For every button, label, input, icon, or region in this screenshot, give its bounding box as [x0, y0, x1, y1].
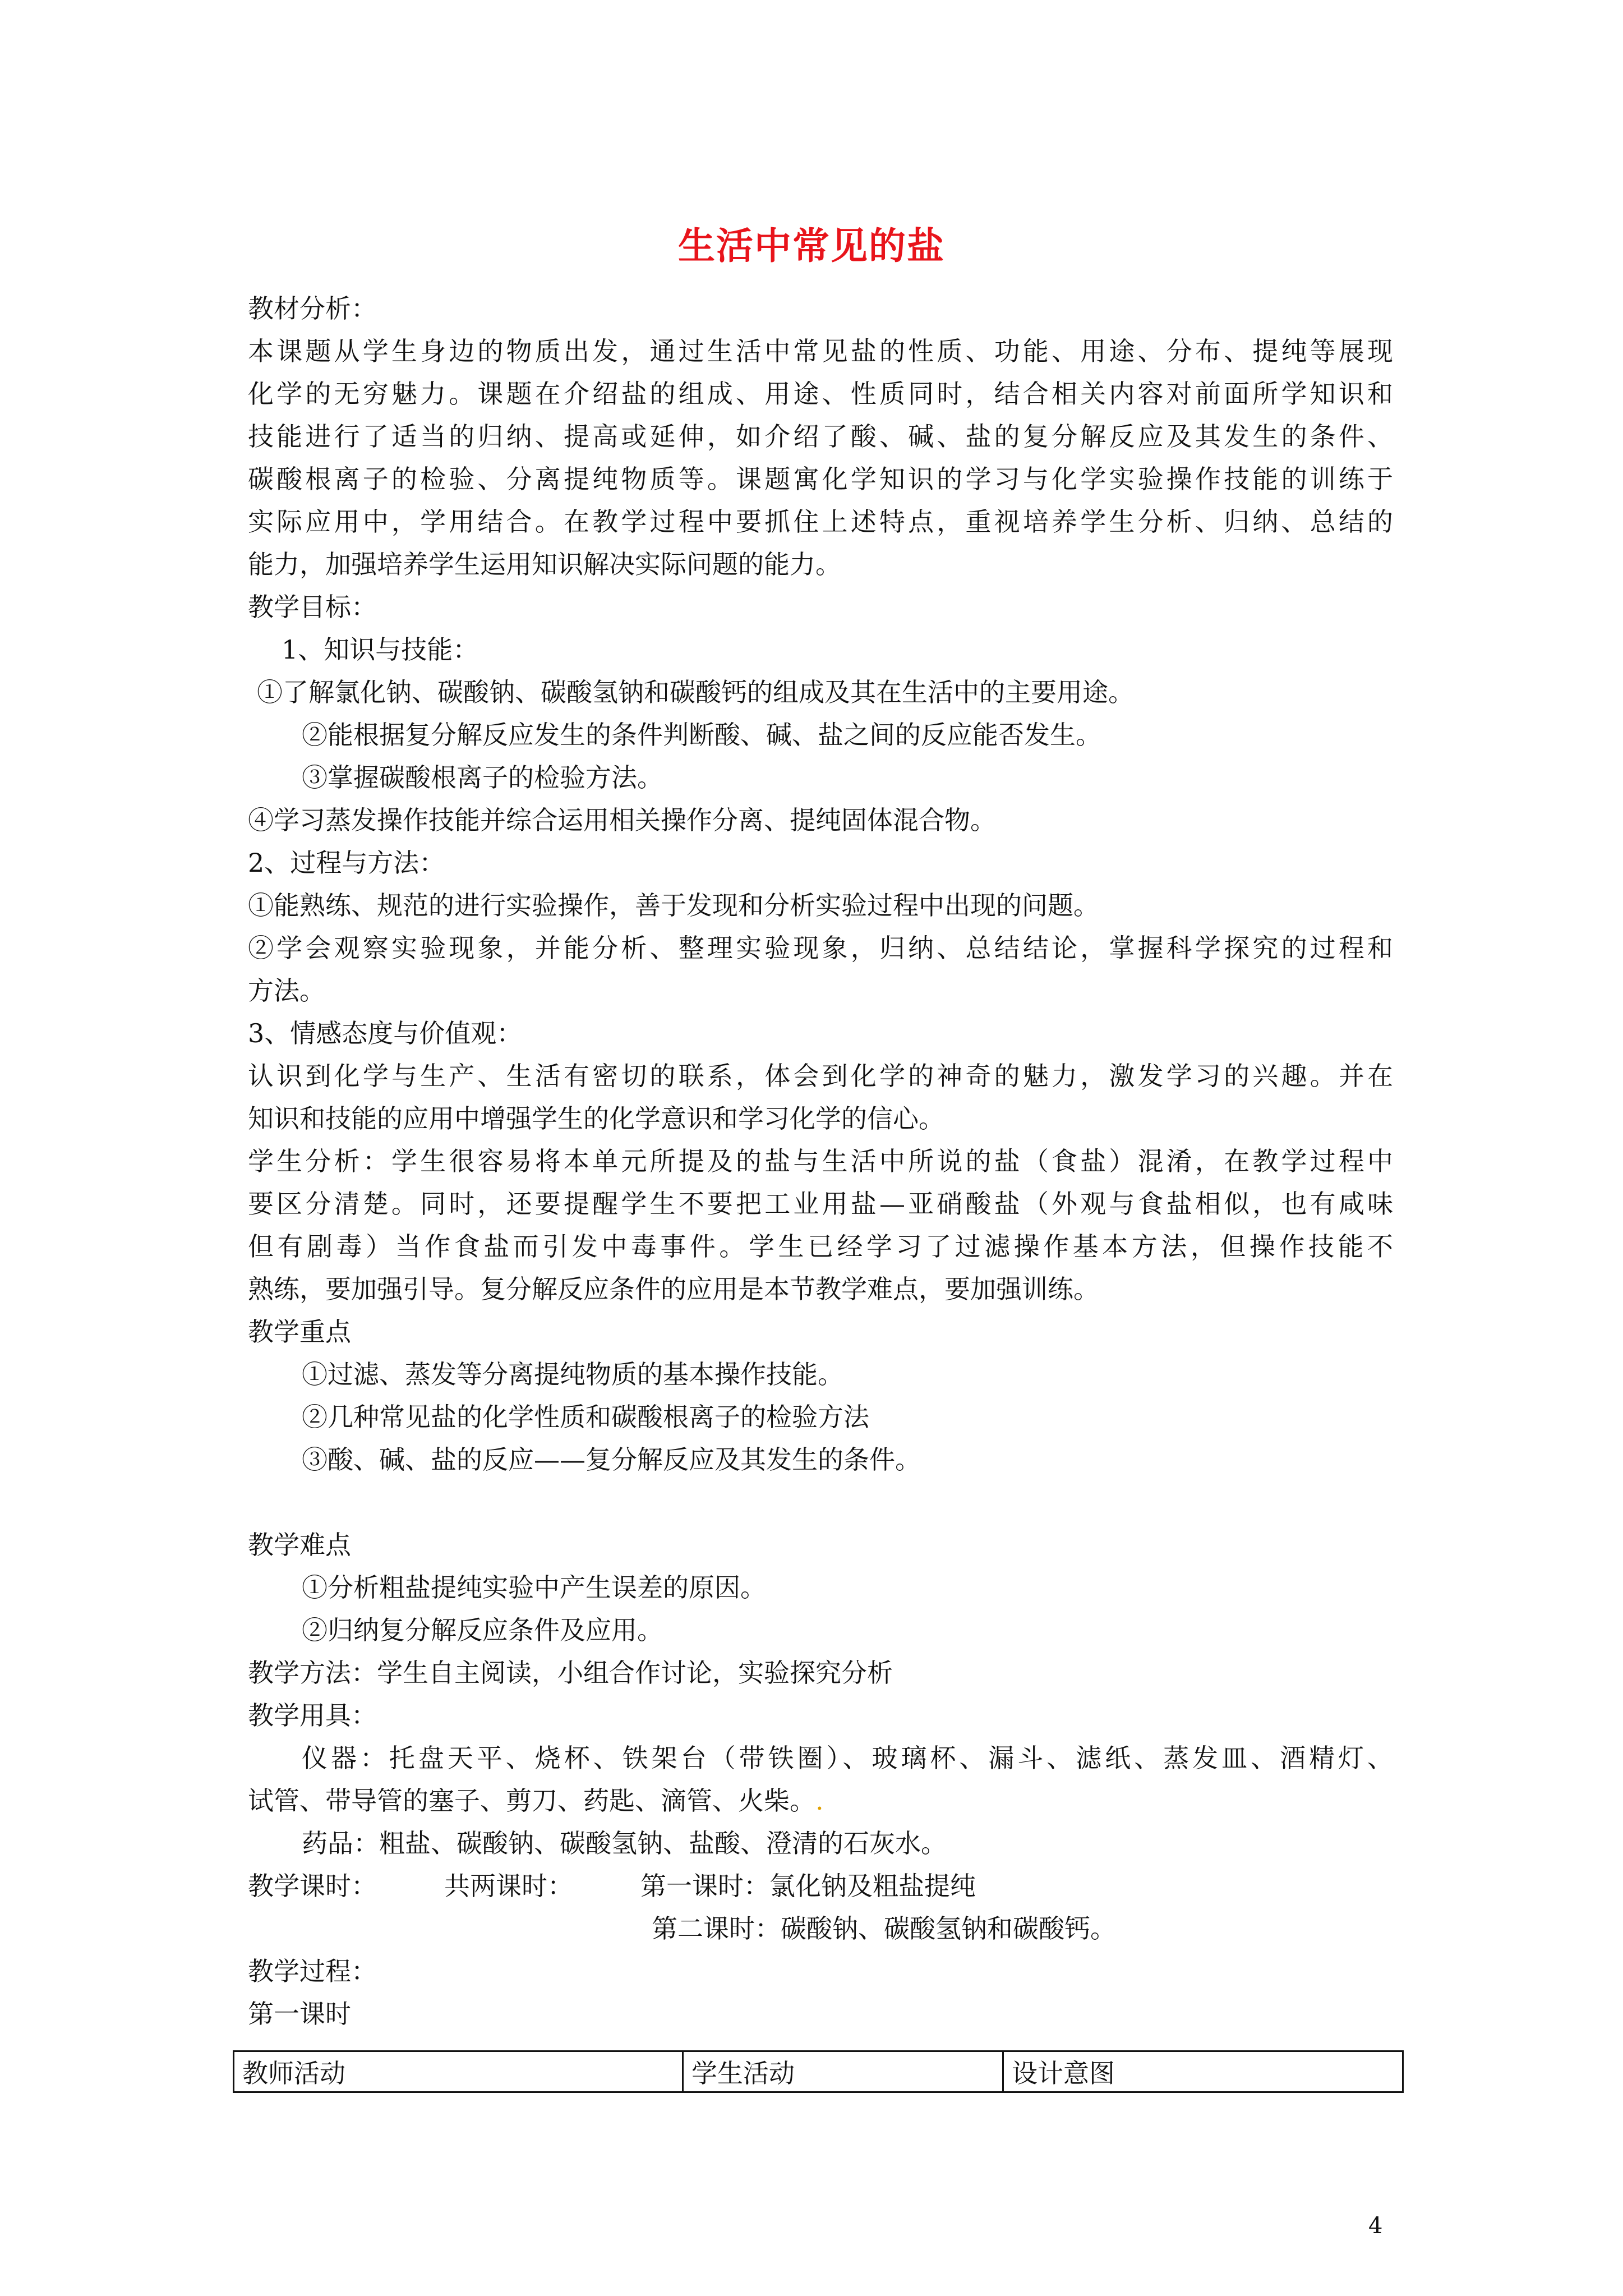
list-item: 方法。: [248, 976, 325, 1006]
paragraph-line: 碳酸根离子的检验、分离提纯物质等。课题寓化学知识的学习与化学实验操作技能的训练于: [248, 464, 1393, 494]
instruments-continued: 试管、带导管的塞子、剪刀、药匙、滴管、火柴。: [248, 1786, 815, 1816]
activity-table: [233, 2050, 1404, 2093]
table-header-cell: 教师活动: [234, 2051, 683, 2092]
page-number: 4: [1368, 2213, 1383, 2239]
paragraph-line: 化学的无穷魅力。课题在介绍盐的组成、用途、性质同时，结合相关内容对前面所学知识和: [248, 379, 1393, 409]
subheading-process-methods: 2、过程与方法：: [248, 848, 445, 878]
teaching-methods: 教学方法：学生自主阅读，小组合作讨论，实验探究分析: [248, 1658, 893, 1688]
table-header-row: [234, 2051, 1403, 2092]
schedule-second: 第二课时：碳酸钠、碳酸氢钠和碳酸钙。: [652, 1913, 1116, 1944]
table-header-cell: 设计意图: [1003, 2051, 1403, 2092]
heading-teaching-tools: 教学用具：: [248, 1700, 377, 1731]
document-body: [248, 287, 1393, 2035]
paragraph-line: 熟练，要加强引导。复分解反应条件的应用是本节教学难点，要加强训练。: [248, 1274, 1099, 1304]
paragraph-line: 能力，加强培养学生运用知识解决实际问题的能力。: [248, 549, 841, 579]
dot-mark: .: [815, 1786, 824, 1816]
heading-teaching-goals: 教学目标：: [248, 592, 377, 622]
paragraph-line: 学生分析：学生很容易将本单元所提及的盐与生活中所说的盐（食盐）混淆，在教学过程中: [248, 1146, 1393, 1176]
paragraph-line: 实际应用中，学用结合。在教学过程中要抓住上述特点，重视培养学生分析、归纳、总结的: [248, 507, 1393, 537]
list-item: ③酸、碱、盐的反应——复分解反应及其发生的条件。: [302, 1444, 921, 1475]
schedule-line: [248, 1865, 1393, 1907]
instruments-line: 仪器：托盘天平、烧杯、铁架台（带铁圈）、玻璃杯、漏斗、滤纸、蒸发皿、酒精灯、: [302, 1743, 1393, 1773]
list-item: ④学习蒸发操作技能并综合运用相关操作分离、提纯固体混合物。: [248, 805, 996, 835]
subheading-knowledge-skills: 1、知识与技能：: [282, 634, 479, 665]
schedule-first: 第一课时：氯化钠及粗盐提纯: [640, 1871, 976, 1901]
heading-process: 教学过程：: [248, 1956, 377, 1986]
paragraph-line: 技能进行了适当的归纳、提高或延伸，如介绍了酸、碱、盐的复分解反应及其发生的条件、: [248, 421, 1393, 452]
page-title: 生活中常见的盐: [678, 224, 945, 268]
schedule-label: 教学课时：: [248, 1871, 377, 1901]
paragraph-line: 认识到化学与生产、生活有密切的联系，体会到化学的神奇的魅力，激发学习的兴趣。并在: [248, 1061, 1393, 1091]
list-item: ①了解氯化钠、碳酸钠、碳酸氢钠和碳酸钙的组成及其在生活中的主要用途。: [257, 677, 1134, 707]
list-item: ③掌握碳酸根离子的检验方法。: [302, 762, 663, 793]
paragraph-line: 本课题从学生身边的物质出发，通过生活中常见盐的性质、功能、用途、分布、提纯等展现: [248, 336, 1393, 366]
table-header-cell: 学生活动: [683, 2051, 1003, 2092]
list-item: ②学会观察实验现象，并能分析、整理实验现象，归纳、总结结论，掌握科学探究的过程和: [248, 933, 1393, 963]
list-item: ②能根据复分解反应发生的条件判断酸、碱、盐之间的反应能否发生。: [302, 720, 1101, 750]
reagents-line: 药品：粗盐、碳酸钠、碳酸氢钠、盐酸、澄清的石灰水。: [302, 1828, 947, 1858]
paragraph-line: 知识和技能的应用中增强学生的化学意识和学习化学的信心。: [248, 1103, 944, 1134]
paragraph-line: 要区分清楚。同时，还要提醒学生不要把工业用盐—亚硝酸盐（外观与食盐相似，也有咸味: [248, 1189, 1393, 1219]
schedule-total: 共两课时：: [444, 1871, 573, 1901]
heading-material-analysis: 教材分析：: [248, 293, 377, 324]
instruments-line: [248, 1779, 1393, 1822]
subheading-attitude-values: 3、情感态度与价值观：: [248, 1018, 523, 1048]
paragraph-line: 但有剧毒）当作食盐而引发中毒事件。学生已经学习了过滤操作基本方法，但操作技能不: [248, 1231, 1393, 1262]
list-item: ②归纳复分解反应条件及应用。: [302, 1615, 663, 1645]
lesson-label: 第一课时: [248, 1999, 351, 2029]
heading-difficulties: 教学难点: [248, 1530, 351, 1560]
list-item: ①分析粗盐提纯实验中产生误差的原因。: [302, 1572, 766, 1603]
blank-line: [248, 1481, 1393, 1524]
list-item: ①能熟练、规范的进行实验操作，善于发现和分析实验过程中出现的问题。: [248, 890, 1099, 921]
list-item: ①过滤、蒸发等分离提纯物质的基本操作技能。: [302, 1359, 843, 1389]
heading-key-points: 教学重点: [248, 1317, 351, 1347]
list-item: ②几种常见盐的化学性质和碳酸根离子的检验方法: [302, 1402, 869, 1432]
